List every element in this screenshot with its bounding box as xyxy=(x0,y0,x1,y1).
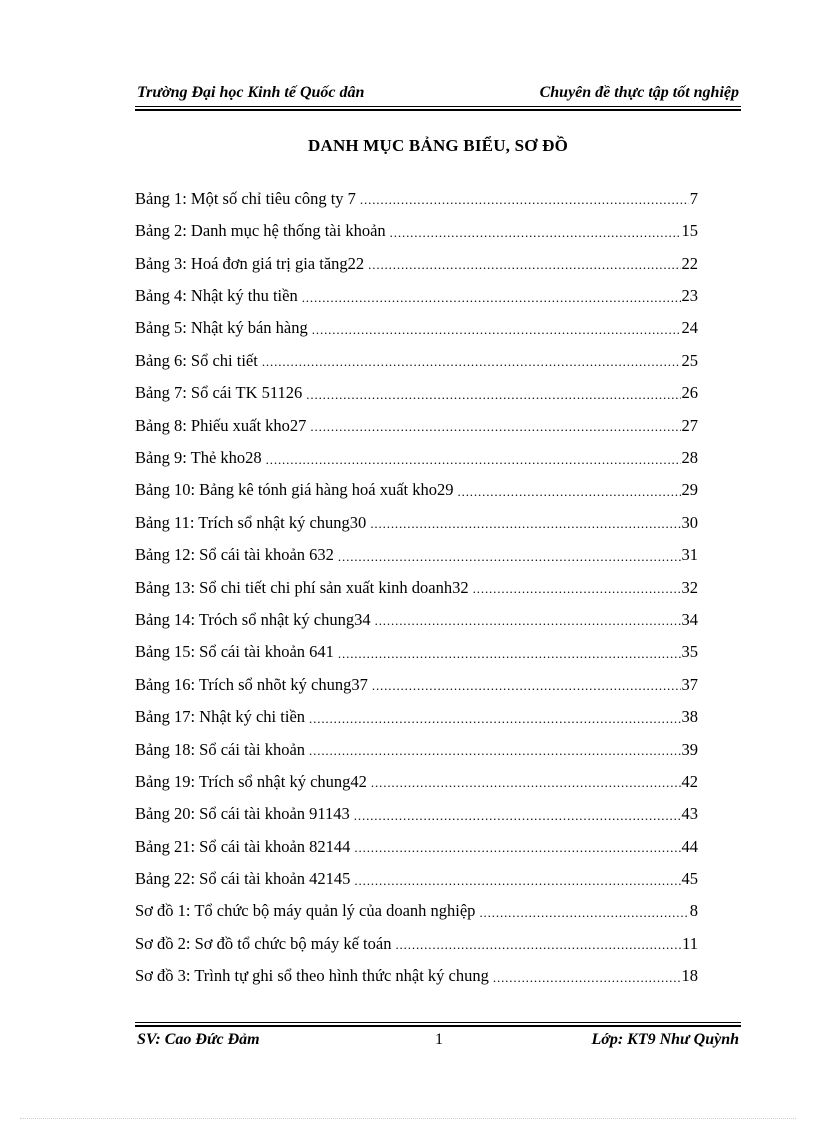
page-title: DANH MỤC BẢNG BIỂU, SƠ ĐỒ xyxy=(307,136,569,155)
toc-entry-label: Bảng 20: Sổ cái tài khoản 91143 xyxy=(135,804,350,824)
toc-entry-label: Bảng 15: Sổ cái tài khoản 641 xyxy=(135,642,334,662)
header-report-type: Chuyên đề thực tập tốt nghiệp xyxy=(539,84,739,101)
toc-leader-dots xyxy=(375,614,681,628)
toc-entry-page: 26 xyxy=(681,383,698,403)
toc-entry-page: 37 xyxy=(681,674,698,694)
toc-entry-page: 43 xyxy=(681,804,698,824)
toc-leader-dots xyxy=(473,582,681,596)
toc-leader-dots xyxy=(458,485,681,499)
toc-entry-label: Bảng 10: Bảng kê tónh giá hàng hoá xuất kho29 xyxy=(135,480,454,500)
toc-entry-page: 8 xyxy=(689,901,698,921)
toc-entry-page: 24 xyxy=(681,318,698,338)
toc-entry xyxy=(135,952,698,984)
toc-entry xyxy=(135,207,698,239)
toc-entry xyxy=(135,402,698,434)
toc-leader-dots xyxy=(479,906,688,920)
toc-entry-page: 44 xyxy=(681,836,698,856)
toc-entry-page: 22 xyxy=(681,253,698,273)
toc-entry-page: 18 xyxy=(681,966,698,986)
running-footer xyxy=(135,1031,741,1053)
toc-entry xyxy=(135,531,698,563)
toc-entry xyxy=(135,499,698,531)
toc-entry-page: 29 xyxy=(681,480,698,500)
toc-entry-page: 15 xyxy=(681,221,698,241)
toc-entry-label: Bảng 8: Phiếu xuất kho27 xyxy=(135,415,307,435)
toc-leader-dots xyxy=(370,517,680,531)
toc-leader-dots xyxy=(309,744,680,758)
running-header xyxy=(135,84,741,106)
toc-entry-label: Bảng 1: Một số chỉ tiêu công ty 7 xyxy=(135,188,356,208)
toc-entry-page: 31 xyxy=(681,545,698,565)
toc-entry-label: Bảng 21: Sổ cái tài khoản 82144 xyxy=(135,836,351,856)
toc-entry-page: 23 xyxy=(681,286,698,306)
footer-student-name: SV: Cao Đức Đảm xyxy=(137,1031,260,1048)
toc-entry xyxy=(135,369,698,401)
toc-leader-dots xyxy=(312,323,681,337)
footer-rule-thick xyxy=(135,1025,741,1027)
toc-leader-dots xyxy=(309,712,680,726)
footer-class: Lớp: KT9 Như Quỳnh xyxy=(591,1031,739,1048)
toc-entry-label: Bảng 16: Trích sổ nhõt ký chung37 xyxy=(135,674,368,694)
toc-leader-dots xyxy=(338,647,681,661)
toc-entry-page: 28 xyxy=(681,448,698,468)
toc-leader-dots xyxy=(302,291,681,305)
table-of-contents xyxy=(135,175,698,985)
toc-entry-label: Bảng 2: Danh mục hệ thống tài khoản xyxy=(135,221,386,241)
toc-entry-label: Sơ đồ 3: Trình tự ghi sổ theo hình thức nhật ký chung xyxy=(135,966,489,986)
toc-entry-label: Bảng 17: Nhật ký chi tiền xyxy=(135,707,306,727)
header-rule-thick xyxy=(135,109,741,111)
toc-leader-dots xyxy=(395,938,681,952)
toc-entry-page: 32 xyxy=(681,577,698,597)
toc-entry xyxy=(135,790,698,822)
toc-entry-label: Bảng 4: Nhật ký thu tiền xyxy=(135,286,298,306)
toc-entry-page: 38 xyxy=(681,707,698,727)
toc-leader-dots xyxy=(493,971,681,985)
toc-entry-page: 30 xyxy=(681,512,698,532)
toc-entry-label: Bảng 18: Sổ cái tài khoản xyxy=(135,739,306,759)
page-edge-dashes xyxy=(20,1118,796,1119)
toc-entry-label: Bảng 22: Sổ cái tài khoản 42145 xyxy=(135,869,351,889)
toc-leader-dots xyxy=(354,874,680,888)
toc-entry-label: Bảng 19: Trích sổ nhật ký chung42 xyxy=(135,771,367,791)
toc-entry-label: Bảng 6: Sổ chi tiết xyxy=(135,350,258,370)
toc-leader-dots xyxy=(266,453,681,467)
toc-entry xyxy=(135,467,698,499)
toc-entry xyxy=(135,434,698,466)
toc-entry xyxy=(135,920,698,952)
footer-page-number: 1 xyxy=(435,1031,443,1048)
toc-leader-dots xyxy=(354,841,680,855)
toc-entry-page: 45 xyxy=(681,869,698,889)
toc-entry-page: 42 xyxy=(681,771,698,791)
toc-leader-dots xyxy=(354,809,681,823)
toc-entry-label: Bảng 14: Tróch sổ nhật ký chung34 xyxy=(135,609,371,629)
toc-entry-page: 27 xyxy=(681,415,698,435)
header-university: Trường Đại học Kinh tế Quốc dân xyxy=(137,84,365,101)
toc-entry-label: Sơ đồ 2: Sơ đồ tổ chức bộ máy kế toán xyxy=(135,933,392,953)
toc-entry xyxy=(135,564,698,596)
toc-entry-page: 34 xyxy=(681,609,698,629)
toc-entry-page: 11 xyxy=(682,933,698,953)
toc-entry-label: Bảng 7: Sổ cái TK 51126 xyxy=(135,383,303,403)
toc-leader-dots xyxy=(306,388,680,402)
toc-entry xyxy=(135,823,698,855)
toc-entry-page: 35 xyxy=(681,642,698,662)
toc-leader-dots xyxy=(310,420,680,434)
toc-entry xyxy=(135,175,698,207)
toc-entry-page: 25 xyxy=(681,350,698,370)
footer-rule-thin xyxy=(135,1022,741,1023)
toc-entry xyxy=(135,726,698,758)
toc-entry xyxy=(135,888,698,920)
toc-leader-dots xyxy=(338,550,681,564)
toc-entry-page: 7 xyxy=(689,188,698,208)
toc-leader-dots xyxy=(368,258,680,272)
toc-leader-dots xyxy=(371,776,681,790)
toc-entry xyxy=(135,855,698,887)
toc-entry xyxy=(135,305,698,337)
toc-leader-dots xyxy=(390,226,681,240)
toc-entry xyxy=(135,628,698,660)
toc-entry-label: Bảng 5: Nhật ký bán hàng xyxy=(135,318,308,338)
toc-leader-dots xyxy=(262,355,681,369)
toc-entry xyxy=(135,272,698,304)
header-rule-thin xyxy=(135,106,741,107)
toc-leader-dots xyxy=(372,679,681,693)
toc-entry xyxy=(135,337,698,369)
toc-entry-page: 39 xyxy=(681,739,698,759)
toc-leader-dots xyxy=(360,193,689,207)
toc-entry xyxy=(135,661,698,693)
toc-entry xyxy=(135,240,698,272)
toc-entry xyxy=(135,596,698,628)
toc-entry-label: Bảng 12: Sổ cái tài khoản 632 xyxy=(135,545,334,565)
toc-entry-label: Bảng 3: Hoá đơn giá trị gia tăng22 xyxy=(135,253,365,273)
toc-entry-label: Bảng 9: Thẻ kho28 xyxy=(135,448,262,468)
toc-entry xyxy=(135,693,698,725)
toc-entry-label: Bảng 11: Trích sổ nhật ký chung30 xyxy=(135,512,367,532)
toc-entry-label: Sơ đồ 1: Tổ chức bộ máy quản lý của doanh nghiệp xyxy=(135,901,476,921)
toc-entry xyxy=(135,758,698,790)
toc-entry-label: Bảng 13: Sổ chi tiết chi phí sản xuất kinh doanh32 xyxy=(135,577,469,597)
